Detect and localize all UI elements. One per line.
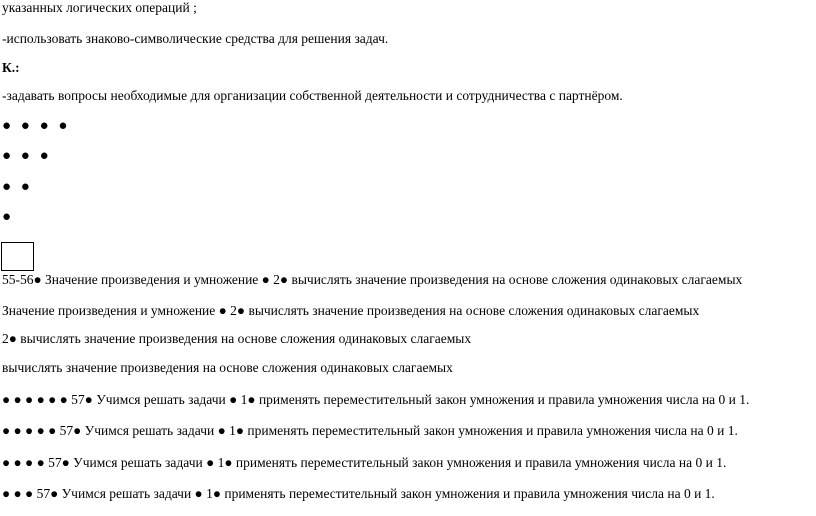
bullet-row-1: ● bbox=[2, 209, 15, 225]
text-line-compute: вычислять значение произведения на основе сложения одинаковых слагаемых bbox=[2, 360, 453, 375]
text-line-2: -использовать знаково-символические средства для решения задач. bbox=[2, 31, 389, 46]
text-line-compute-2: 2● вычислять значение произведения на основе сложения одинаковых слагаемых bbox=[2, 331, 472, 346]
text-line-product: Значение произведения и умножение ● 2● вычислять значение произведения на основе сложения одинаковых слагаемых bbox=[2, 303, 700, 318]
bullet-row-3: ● ● ● bbox=[2, 148, 52, 164]
text-line-55-56: 55-56● Значение произведения и умножение ● 2● вычислять значение произведения на основе сложения одинаковых слагаемых bbox=[2, 272, 743, 287]
section-heading-k: К.: bbox=[2, 60, 20, 75]
text-line-57-d: ● ● ● 57● Учимся решать задачи ● 1● применять переместительный закон умножения и правила умножения числа на 0 и 1. bbox=[2, 486, 715, 501]
text-line-57-b: ● ● ● ● ● 57● Учимся решать задачи ● 1● применять переместительный закон умножения и правила умножения числа на 0 и 1. bbox=[2, 423, 738, 438]
empty-box bbox=[1, 242, 34, 271]
bullet-row-2: ● ● bbox=[2, 179, 33, 195]
text-line-3: -задавать вопросы необходимые для организации собственной деятельности и сотрудничества с партнёром. bbox=[2, 88, 623, 103]
bullet-row-4: ● ● ● ● bbox=[2, 118, 71, 134]
text-line-1: указанных логических операций ; bbox=[2, 0, 197, 15]
text-line-57-a: ● ● ● ● ● ● 57● Учимся решать задачи ● 1● применять переместительный закон умножения и правила умножения числа на 0 и 1. bbox=[2, 392, 750, 407]
text-line-57-c: ● ● ● ● 57● Учимся решать задачи ● 1● применять переместительный закон умножения и правила умножения числа на 0 и 1. bbox=[2, 455, 727, 470]
